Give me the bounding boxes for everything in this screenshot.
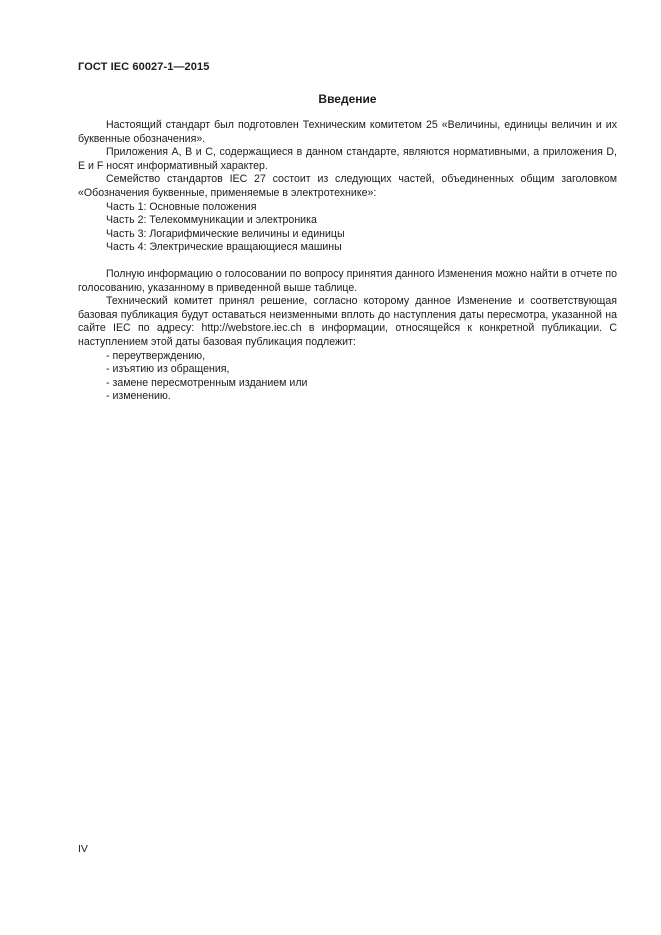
page-number: IV bbox=[78, 843, 88, 855]
list-item-part-1: Часть 1: Основные положения bbox=[106, 200, 257, 213]
section-title: Введение bbox=[318, 92, 377, 106]
list-item-part-4: Часть 4: Электрические вращающиеся машины bbox=[106, 241, 342, 254]
paragraph-annexes: Приложения А, В и С, содержащиеся в данном стандарте, являются нормативными, а приложения D, E и F носят информативный характер. bbox=[78, 146, 617, 172]
list-item-part-3: Часть 3: Логарифмические величины и единицы bbox=[106, 227, 345, 240]
introduction-body bbox=[78, 119, 617, 404]
paragraph-committee: Настоящий стандарт был подготовлен Техническим комитетом 25 «Величины, единицы величин и их буквенные обозначения». bbox=[78, 119, 617, 145]
list-item-outcome-2: - изъятию из обращения, bbox=[106, 363, 230, 376]
list-item-outcome-4: - изменению. bbox=[106, 390, 171, 403]
paragraph-series: Семейство стандартов IEC 27 состоит из следующих частей, объединенных общим заголовком «Обозначения буквенные, применяемые в электротехнике»: bbox=[78, 173, 617, 199]
paragraph-voting: Полную информацию о голосовании по вопросу принятия данного Изменения можно найти в отчете по голосованию, указанному в приведенной выше таблице. bbox=[78, 267, 617, 294]
paragraph-maintenance: Технический комитет принял решение, согласно которому данное Изменение и соответствующая базовая публикация будут оставаться неизменными вплоть до наступления даты пересмотра, указанной на сайте IEC по адресу: http://webstore.iec.ch в информации, относящейся к конкретной публикации. С наступлением этой даты базовая публикация подлежит: bbox=[78, 295, 617, 348]
list-item-part-2: Часть 2: Телекоммуникации и электроника bbox=[106, 214, 317, 227]
document-header-code: ГОСТ IEC 60027-1—2015 bbox=[78, 61, 210, 73]
list-item-outcome-1: - переутверждению, bbox=[106, 349, 206, 362]
list-item-outcome-3: - замене пересмотренным изданием или bbox=[106, 376, 308, 389]
paragraph-spacer bbox=[78, 255, 617, 268]
